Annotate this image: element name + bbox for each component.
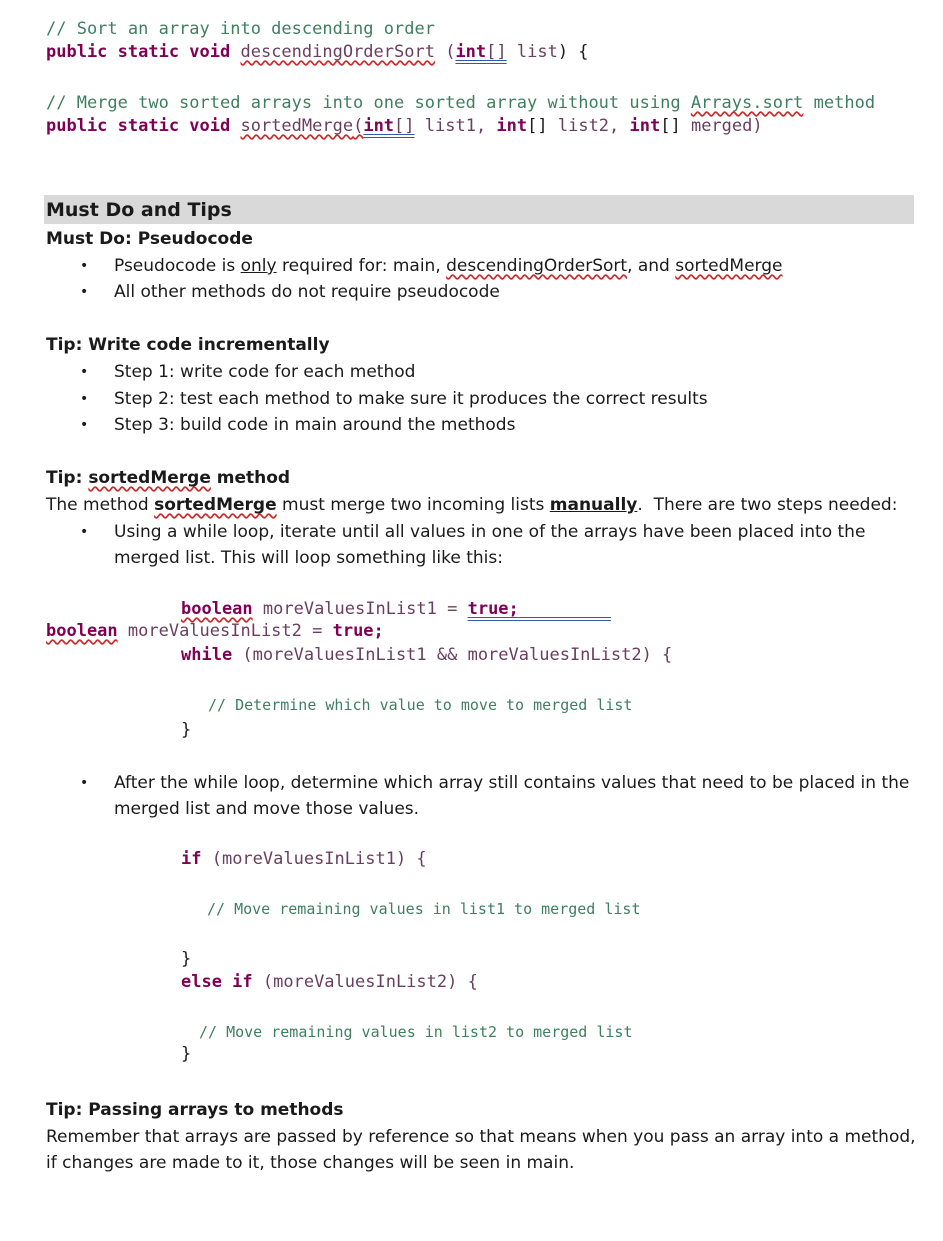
text: , and bbox=[627, 256, 676, 276]
code-line-bool1 bbox=[181, 598, 611, 620]
step-item: Step 2: test each method to make sure it produces the correct results bbox=[114, 389, 708, 409]
section-title: Must Do and Tips bbox=[46, 199, 232, 221]
method-merge-ref: sortedMerge bbox=[154, 495, 277, 515]
code-literal: true; bbox=[467, 599, 519, 619]
code-punct: ( bbox=[434, 42, 456, 62]
code-param: list2, bbox=[547, 116, 630, 136]
text: Tip: bbox=[46, 468, 89, 488]
text: . There are two steps needed: bbox=[637, 495, 898, 515]
tip-merge-heading bbox=[46, 465, 290, 491]
must-do-bullet-2: All other methods do not require pseudocode bbox=[114, 282, 500, 302]
code-type: int bbox=[363, 116, 395, 136]
manually-emphasis: manually bbox=[549, 495, 638, 515]
code-signature-descending bbox=[46, 41, 589, 63]
bullet-dot: • bbox=[80, 417, 89, 433]
code-close-brace: } bbox=[181, 949, 192, 969]
bullet-dot: • bbox=[80, 258, 89, 274]
code-close-brace: } bbox=[181, 1044, 192, 1064]
code-close-brace: } bbox=[181, 720, 192, 740]
must-do-heading: Must Do: Pseudocode bbox=[46, 229, 253, 249]
code-keyword: boolean bbox=[46, 621, 118, 641]
code-keyword: while bbox=[181, 645, 233, 665]
code-keyword: else if bbox=[181, 972, 253, 992]
text: The method bbox=[46, 495, 155, 515]
bullet-dot: • bbox=[80, 524, 89, 540]
text: method bbox=[210, 468, 291, 488]
code-keyword: if bbox=[181, 849, 202, 869]
bullet-dot: • bbox=[80, 364, 89, 380]
code-type: int bbox=[496, 116, 528, 136]
tip-incremental-heading: Tip: Write code incrementally bbox=[46, 335, 330, 355]
code-condition: (moreValuesInList1) { bbox=[201, 849, 427, 869]
code-brackets: [] bbox=[486, 42, 507, 62]
code-comment: // Move remaining values in list1 to merged list bbox=[207, 900, 641, 918]
code-type: int bbox=[455, 42, 487, 62]
bullet-dot: • bbox=[80, 391, 89, 407]
tip-passing-body: Remember that arrays are passed by reference so that means when you pass an array into a method, if changes are made to it, those changes will be seen in main. bbox=[46, 1127, 916, 1173]
code-var: moreValuesInList1 = bbox=[252, 599, 468, 619]
tip-merge-bullet-1: Using a while loop, iterate until all values in one of the arrays have been placed into the merged list. This will loop something like this: bbox=[114, 522, 866, 568]
code-line-bool2 bbox=[46, 620, 384, 642]
code-brackets: [] bbox=[660, 116, 681, 136]
code-brackets: [] bbox=[527, 116, 548, 136]
method-descending-ref: descendingOrderSort bbox=[446, 256, 628, 276]
code-line-if bbox=[181, 848, 427, 870]
text: must merge two incoming lists bbox=[276, 495, 550, 515]
method-name-descending: descendingOrderSort bbox=[240, 42, 435, 62]
code-condition: (moreValuesInList1 && moreValuesInList2) { bbox=[232, 645, 673, 665]
code-comment: // Determine which value to move to merged list bbox=[208, 696, 633, 714]
code-keyword: public static void bbox=[46, 42, 231, 62]
text: required for: main, bbox=[276, 256, 447, 276]
code-type: int bbox=[629, 116, 661, 136]
code-param: merged) bbox=[680, 116, 763, 136]
tip-merge-intro bbox=[46, 492, 897, 518]
text: Pseudocode is bbox=[114, 256, 241, 276]
code-var: moreValuesInList2 = bbox=[117, 621, 333, 641]
method-merge-ref: sortedMerge bbox=[88, 468, 211, 488]
bullet-dot: • bbox=[80, 775, 89, 791]
code-literal: true; bbox=[332, 621, 384, 641]
comment-text: // Merge two sorted arrays into one sorted array without using bbox=[46, 93, 681, 113]
code-close: ) { bbox=[557, 42, 589, 62]
code-param: list1, bbox=[414, 116, 497, 136]
code-comment-merge bbox=[46, 92, 875, 114]
bullet-dot: • bbox=[80, 284, 89, 300]
only-emphasis: only bbox=[240, 256, 277, 276]
code-param: list bbox=[506, 42, 558, 62]
tip-passing-heading: Tip: Passing arrays to methods bbox=[46, 1100, 344, 1120]
code-keyword: boolean bbox=[181, 599, 253, 619]
code-signature-merge bbox=[46, 115, 763, 137]
step-item: Step 1: write code for each method bbox=[114, 362, 416, 382]
method-merge-ref: sortedMerge bbox=[675, 256, 783, 276]
code-line-else-if bbox=[181, 971, 478, 993]
code-keyword: public static void bbox=[46, 116, 231, 136]
code-comment-descending: // Sort an array into descending order bbox=[46, 19, 435, 39]
comment-arrays-sort: Arrays.sort bbox=[690, 93, 804, 113]
step-item: Step 3: build code in main around the methods bbox=[114, 415, 516, 435]
tip-merge-bullet-2: After the while loop, determine which array still contains values that need to be placed in the merged list and move those values. bbox=[114, 773, 910, 819]
code-line-while bbox=[181, 644, 672, 666]
method-name-sorted-merge: sortedMerge bbox=[240, 116, 354, 136]
code-comment: // Move remaining values in list2 to merged list bbox=[199, 1023, 633, 1041]
comment-end: method bbox=[803, 93, 876, 113]
code-brackets: [] bbox=[394, 116, 415, 136]
must-do-bullet-1 bbox=[114, 253, 783, 279]
code-condition: (moreValuesInList2) { bbox=[252, 972, 478, 992]
code-punct: ( bbox=[353, 116, 364, 136]
